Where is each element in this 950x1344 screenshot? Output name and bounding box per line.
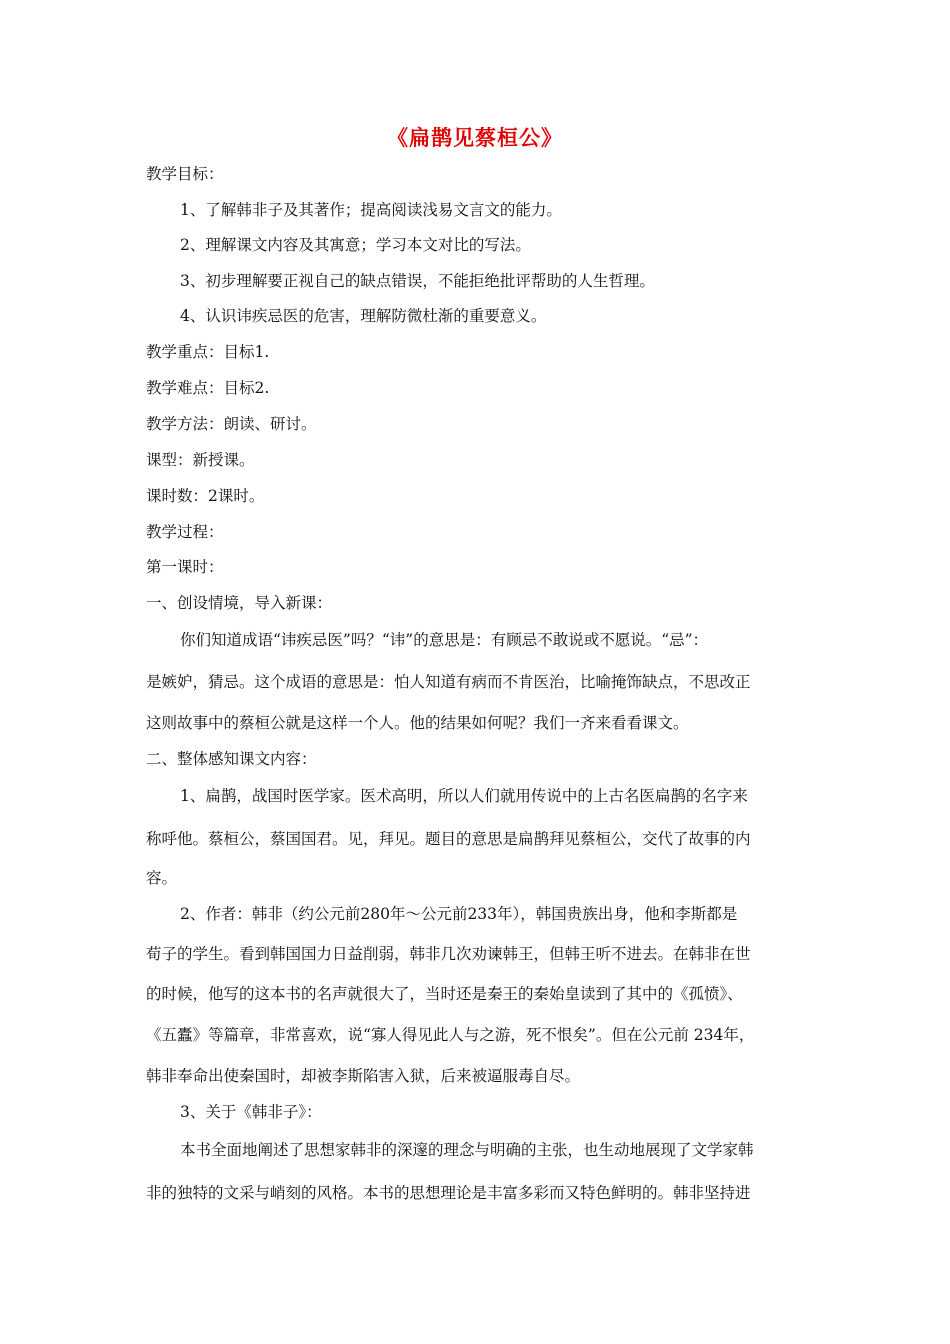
objective-1: 1、了解韩非子及其著作；提高阅读浅易文言文的能力。 [180, 201, 562, 219]
paragraph-line: 你们知道成语“讳疾忌医”吗？“讳”的意思是：有顾忌不敢说或不愿说。“忌”： [180, 631, 709, 649]
section-heading-process: 教学过程： [146, 523, 224, 541]
key-point: 教学重点：目标1. [146, 343, 270, 361]
paragraph-line: 这则故事中的蔡桓公就是这样一个人。他的结果如何呢？我们一齐来看看课文。 [146, 714, 689, 732]
difficult-point: 教学难点：目标2. [146, 379, 270, 397]
part-two-heading: 二、整体感知课文内容： [146, 750, 317, 768]
paragraph-line: 2、作者：韩非（约公元前280年～公元前233年），韩国贵族出身，他和李斯都是 [180, 905, 738, 923]
lesson-type: 课型：新授课。 [146, 451, 255, 469]
paragraph-line: 称呼他。蔡桓公，蔡国国君。见，拜见。题目的意思是扁鹊拜见蔡桓公，交代了故事的内 [146, 830, 751, 848]
part-three-heading: 3、关于《韩非子》： [180, 1103, 322, 1121]
paragraph-line: 本书全面地阐述了思想家韩非的深邃的理念与明确的主张，也生动地展现了文学家韩 [180, 1141, 754, 1159]
paragraph-line: 容。 [146, 869, 178, 887]
paragraph-line: 非的独特的文采与峭刻的风格。本书的思想理论是丰富多彩而又特色鲜明的。韩非坚持进 [146, 1184, 751, 1202]
document-title: 《扁鹊见蔡桓公》 [387, 126, 563, 150]
objective-3: 3、初步理解要正视自己的缺点错误，不能拒绝批评帮助的人生哲理。 [180, 272, 655, 290]
paragraph-line: 1、扁鹊，战国时医学家。医术高明，所以人们就用传说中的上古名医扁鹊的名字来 [180, 787, 748, 805]
paragraph-line: 韩非奉命出使秦国时，却被李斯陷害入狱，后来被逼服毒自尽。 [146, 1067, 581, 1085]
teaching-method: 教学方法：朗读、研讨。 [146, 415, 317, 433]
first-lesson-heading: 第一课时： [146, 558, 224, 576]
paragraph-line: 荀子的学生。看到韩国国力日益削弱，韩非几次劝谏韩王，但韩王听不进去。在韩非在世 [146, 945, 751, 963]
lesson-count: 课时数：2课时。 [146, 487, 265, 505]
part-one-heading: 一、创设情境，导入新课： [146, 594, 333, 612]
paragraph-line: 是嫉妒，猜忌。这个成语的意思是：怕人知道有病而不肯医治，比喻掩饰缺点，不思改正 [146, 673, 751, 691]
paragraph-line: 《五蠹》等篇章，非常喜欢，说“寡人得见此人与之游，死不恨矣”。但在公元前 234年， [146, 1026, 755, 1044]
objective-2: 2、理解课文内容及其寓意；学习本文对比的写法。 [180, 236, 531, 254]
section-heading-objectives: 教学目标： [146, 165, 224, 183]
paragraph-line: 的时候，他写的这本书的名声就很大了，当时还是秦王的秦始皇读到了其中的《孤愤》、 [146, 985, 743, 1003]
objective-4: 4、认识讳疾忌医的危害，理解防微杜渐的重要意义。 [180, 307, 547, 325]
